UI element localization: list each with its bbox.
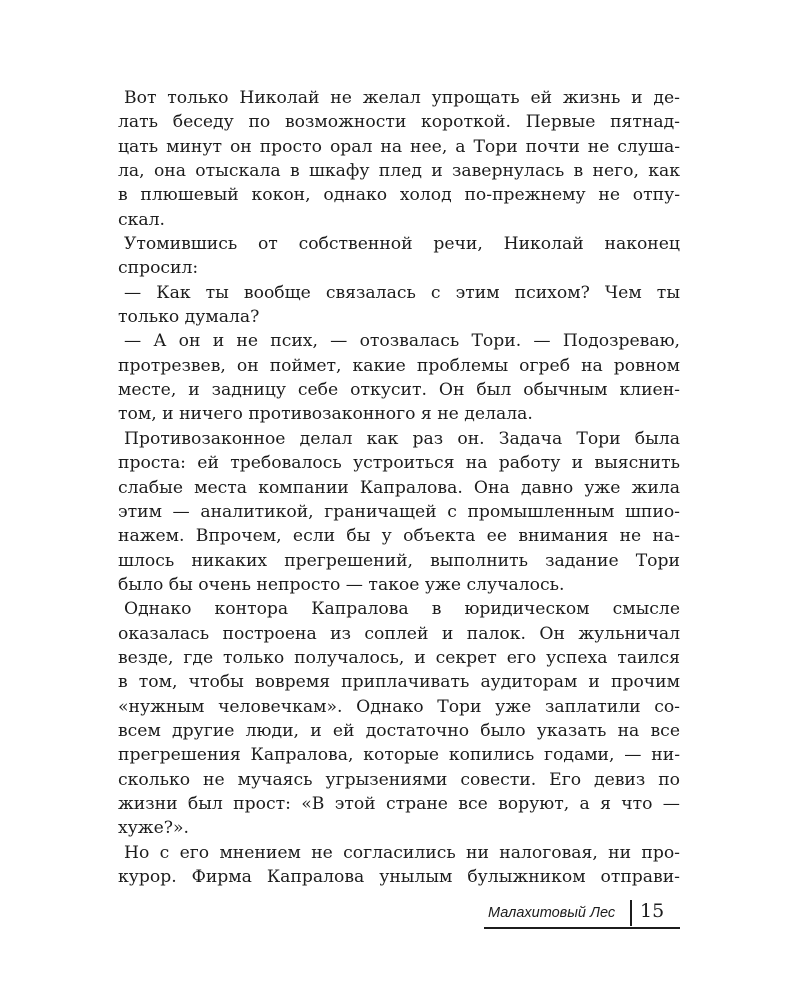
text-line: слабые места компании Капралова. Она давно уже жила	[118, 477, 680, 498]
text-line: протрезвев, он поймет, какие проблемы огреб на ровном	[118, 355, 680, 376]
text-line: цать минут он просто орал на нее, а Тори почти не слуша-	[118, 136, 680, 157]
text-line: в том, чтобы вовремя приплачивать аудиторам и прочим	[118, 672, 680, 693]
text-line: жизни был прост: «В этой стране все воруют, а я что —	[118, 793, 680, 814]
text-line: хуже?».	[118, 818, 189, 839]
text-line: Утомившись от собственной речи, Николай наконец	[124, 234, 680, 255]
text-line: Вот только Николай не желал упрощать ей жизнь и де-	[124, 88, 680, 108]
text-line: только думала?	[118, 307, 260, 328]
text-line: — А он и не псих, — отозвалась Тори. — Подозреваю,	[124, 331, 680, 352]
page-number: 15	[640, 900, 665, 922]
text-line: всем другие люди, и ей достаточно было указать на все	[118, 720, 680, 741]
text-line: месте, и задницу себе откусит. Он был обычным клиен-	[118, 380, 680, 401]
text-line: скал.	[118, 209, 165, 230]
footer-rule	[484, 927, 680, 929]
text-line: том, и ничего противозаконного я не делала.	[118, 404, 533, 425]
page-footer	[484, 898, 680, 928]
text-line: было бы очень непросто — такое уже случалось.	[118, 574, 565, 595]
text-line: спросил:	[118, 258, 199, 279]
running-title: Малахитовый Лес	[488, 905, 616, 921]
text-line: Однако контора Капралова в юридическом смысле	[124, 599, 680, 620]
text-line: сколько не мучаясь угрызениями совести. Его девиз по	[118, 769, 680, 790]
text-line: нажем. Впрочем, если бы у объекта ее внимания не на-	[118, 526, 680, 547]
text-line: оказалась построена из соплей и палок. Он жульничал	[118, 623, 680, 644]
text-line: этим — аналитикой, граничащей с промышленным шпио-	[118, 501, 680, 522]
text-line: Противозаконное делал как раз он. Задача Тори была	[124, 428, 680, 449]
text-line: в плюшевый кокон, однако холод по-прежнему не отпу-	[118, 185, 680, 206]
footer-divider	[630, 900, 632, 926]
body-text	[118, 86, 680, 889]
text-line: прегрешения Капралова, которые копились годами, — ни-	[118, 745, 680, 766]
text-line: лать беседу по возможности короткой. Первые пятнад-	[118, 112, 680, 133]
text-line: — Как ты вообще связалась с этим психом? Чем ты	[124, 282, 680, 303]
text-line: везде, где только получалось, и секрет его успеха таился	[118, 647, 680, 668]
text-line: курор. Фирма Капралова унылым булыжником отправи-	[118, 867, 680, 887]
text-line: ла, она отыскала в шкафу плед и завернулась в него, как	[118, 161, 680, 182]
text-line: «нужным человечкам». Однако Тори уже заплатили со-	[118, 696, 680, 717]
text-line: шлось никаких прегрешений, выполнить задание Тори	[118, 550, 680, 571]
text-line: Но с его мнением не согласились ни налоговая, ни про-	[124, 842, 680, 863]
text-line: проста: ей требовалось устроиться на работу и выяснить	[118, 453, 680, 474]
